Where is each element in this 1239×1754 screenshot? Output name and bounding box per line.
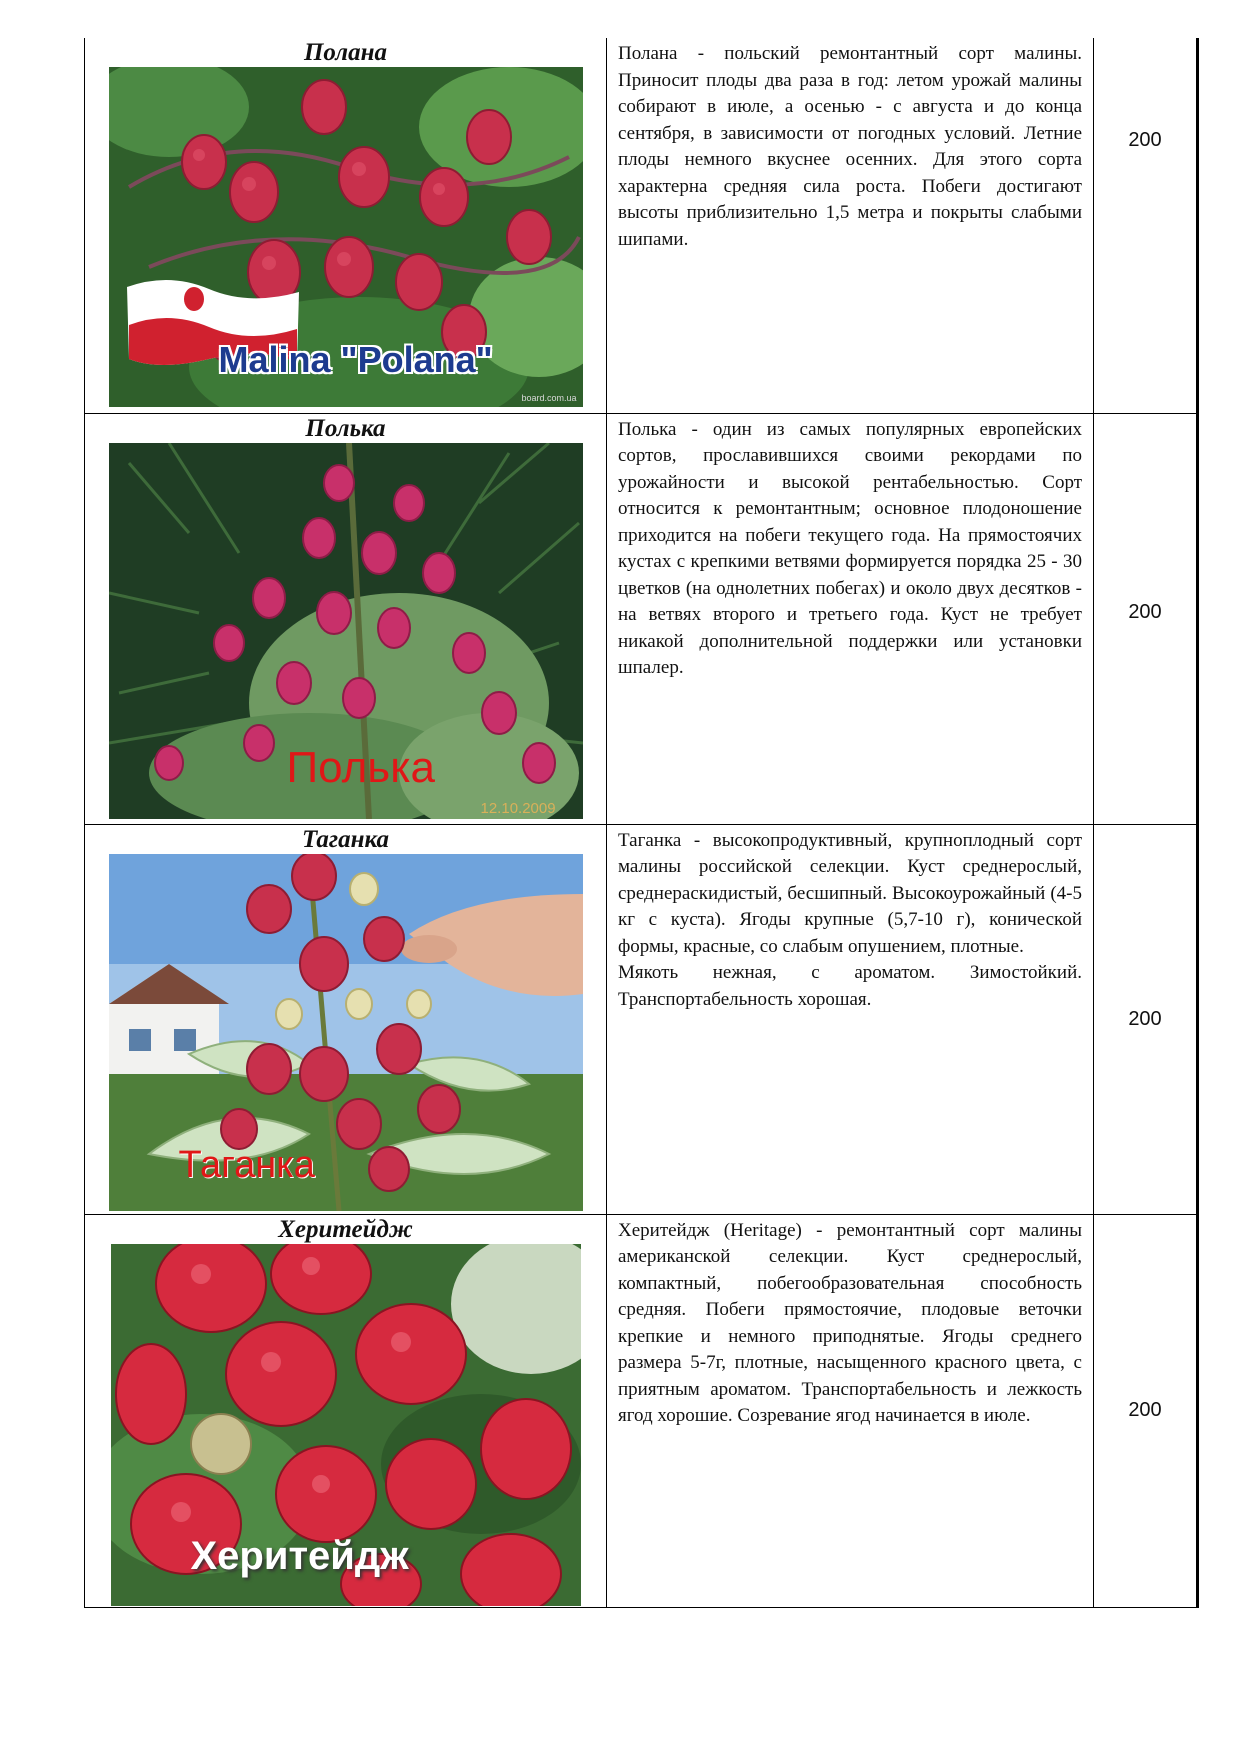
variety-cell bbox=[85, 824, 607, 1214]
variety-table bbox=[84, 38, 1199, 1608]
photo-caption: Malina "Polana" bbox=[218, 339, 493, 380]
variety-description: Херитейдж (Heritage) - ремонтантный сорт малины американской селекции. Куст среднерослый, компактный, побегообразовательная способность средняя. Побеги прямостоячие, плодовые веточки крепкие и немного приподнятые. Ягоды среднего размера 5-7г, плотные, насыщенного красного цвета, с приятным ароматом. Транспортабельность и лежкость ягод хорошие. Созревание ягод начинается в июле. bbox=[618, 1219, 1082, 1426]
photo-caption: Херитейдж bbox=[190, 1533, 409, 1578]
table-row bbox=[85, 1214, 1198, 1607]
description-cell bbox=[607, 38, 1094, 413]
photo-caption: Таганка bbox=[178, 1143, 315, 1186]
variety-photo-polka bbox=[109, 443, 583, 819]
variety-description-extra: Мякоть нежная, с ароматом. Зимостойкий. Транспортабельность хорошая. bbox=[618, 962, 1082, 1010]
table-row bbox=[85, 413, 1198, 824]
price-cell bbox=[1094, 1214, 1198, 1607]
variety-price: 200 bbox=[1128, 601, 1162, 623]
variety-price: 200 bbox=[1128, 1399, 1162, 1421]
price-cell bbox=[1094, 38, 1198, 413]
variety-description: Полька - один из самых популярных европейских сортов, прославившихся своими рекордами по урожайности и высокой рентабельностью. Сорт относится к ремонтантным; основное плодоношение приходится на побеги текущего года. На прямостоячих кустах с крепкими ветвями формируется порядка 25 - 30 цветков (на однолетних побегах) и около двух десятков - на ветвях второго и третьего года. Куст не требует никакой дополнительной поддержки или установки шпалер. bbox=[618, 418, 1082, 678]
variety-cell bbox=[85, 38, 607, 413]
variety-name: Херитейдж bbox=[278, 1215, 413, 1243]
description-cell bbox=[607, 1214, 1094, 1607]
variety-price: 200 bbox=[1128, 128, 1162, 151]
variety-photo-taganka bbox=[109, 854, 583, 1211]
variety-name: Таганка bbox=[301, 825, 390, 853]
variety-photo-polana bbox=[109, 67, 583, 407]
variety-name: Полька bbox=[305, 414, 386, 442]
variety-description: Полана - польский ремонтантный сорт малины. Приносит плоды два раза в год: летом урожай малины собирают в июле, а осенью - с августа и до конца сентября, в зависимости от погодных условий. Летние плоды немного вкуснее осенних. Для этого сорта характерна средняя сила роста. Побеги достигают высоты приблизительно 1,5 метра и покрыты слабыми шипами. bbox=[618, 43, 1082, 250]
variety-name: Полана bbox=[303, 39, 388, 66]
price-cell bbox=[1094, 413, 1198, 824]
table-row bbox=[85, 824, 1198, 1214]
variety-cell bbox=[85, 1214, 607, 1607]
photo-watermark: board.com.ua bbox=[521, 393, 577, 403]
variety-photo-heritage bbox=[111, 1244, 581, 1606]
table-row bbox=[85, 38, 1198, 413]
variety-price: 200 bbox=[1128, 1007, 1162, 1030]
variety-cell bbox=[85, 413, 607, 824]
variety-description: Таганка - высокопродуктивный, крупноплодный сорт малины российской селекции. Куст среднерослый, среднераскидистый, бесшипный. Высокоурожайный (4-5 кг с куста). Ягоды крупные (5,7-10 г), конической формы, красные, со слабым опушением, плотные. bbox=[618, 829, 1082, 957]
description-cell bbox=[607, 413, 1094, 824]
photo-watermark: 12.10.2009 bbox=[480, 799, 556, 817]
photo-caption: Полька bbox=[286, 742, 435, 792]
price-cell bbox=[1094, 824, 1198, 1214]
description-cell bbox=[607, 824, 1094, 1214]
